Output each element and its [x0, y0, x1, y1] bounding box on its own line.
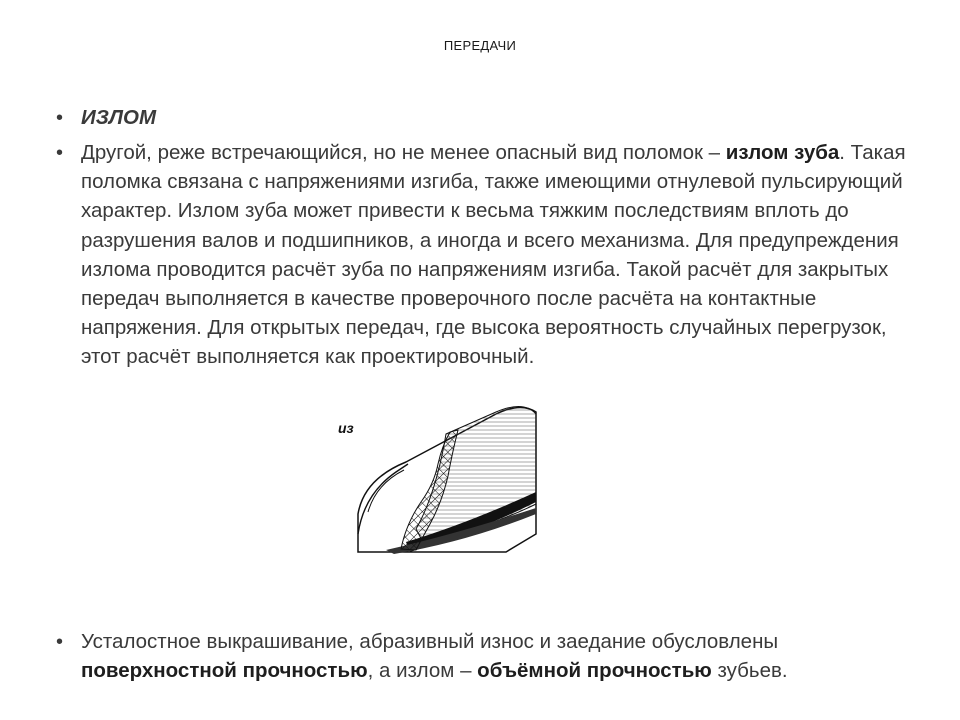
broken-gear-tooth-illustration — [346, 384, 546, 556]
bullet-paragraph-row — [56, 138, 906, 372]
paragraph-text: , а излом – — [367, 659, 478, 683]
bullet-heading-row — [56, 103, 906, 132]
bullet-icon: • — [56, 631, 64, 653]
bullet-icon: • — [56, 142, 64, 164]
tooth-fracture-figure — [346, 384, 546, 561]
bullet-icon: • — [56, 107, 64, 129]
description-paragraph — [81, 138, 906, 372]
paragraph-text: Другой, реже встречающийся, но не менее опасный вид поломок – — [81, 141, 726, 164]
summary-paragraph — [81, 627, 906, 685]
paragraph-text: Усталостное выкрашивание, абразивный износ и заедание обусловлены — [81, 630, 779, 653]
emphasis-text: поверхностной прочностью — [81, 659, 368, 683]
section-heading: ИЗЛОМ — [81, 106, 157, 129]
paragraph-text: зубьев. — [711, 659, 788, 683]
slide-title: ПЕРЕДАЧИ — [443, 38, 517, 53]
paragraph-text: . Такая поломка связана с напряжениями изгиба, также имеющими отнулевой пульсирующий характер. Излом зуба может привести к весьма тяжким последствиям вплоть до разрушения валов и подшипников, а иногда и всего механизма. Для предупреждения излома проводится расчёт зуба по напряжениям изгиба. Такой расчёт для закрытых передач выполняется в качестве проверочного после расчёта на контактные напряжения. Для открытых передач, где высока вероятность случайных перегрузок, этот расчёт выполняется как проектировочный. — [81, 141, 906, 369]
figure-caption: из — [338, 420, 354, 436]
emphasis-text: излом зуба — [725, 141, 840, 164]
bullet-summary-row — [56, 627, 906, 685]
emphasis-text: объёмной прочностью — [477, 659, 712, 683]
